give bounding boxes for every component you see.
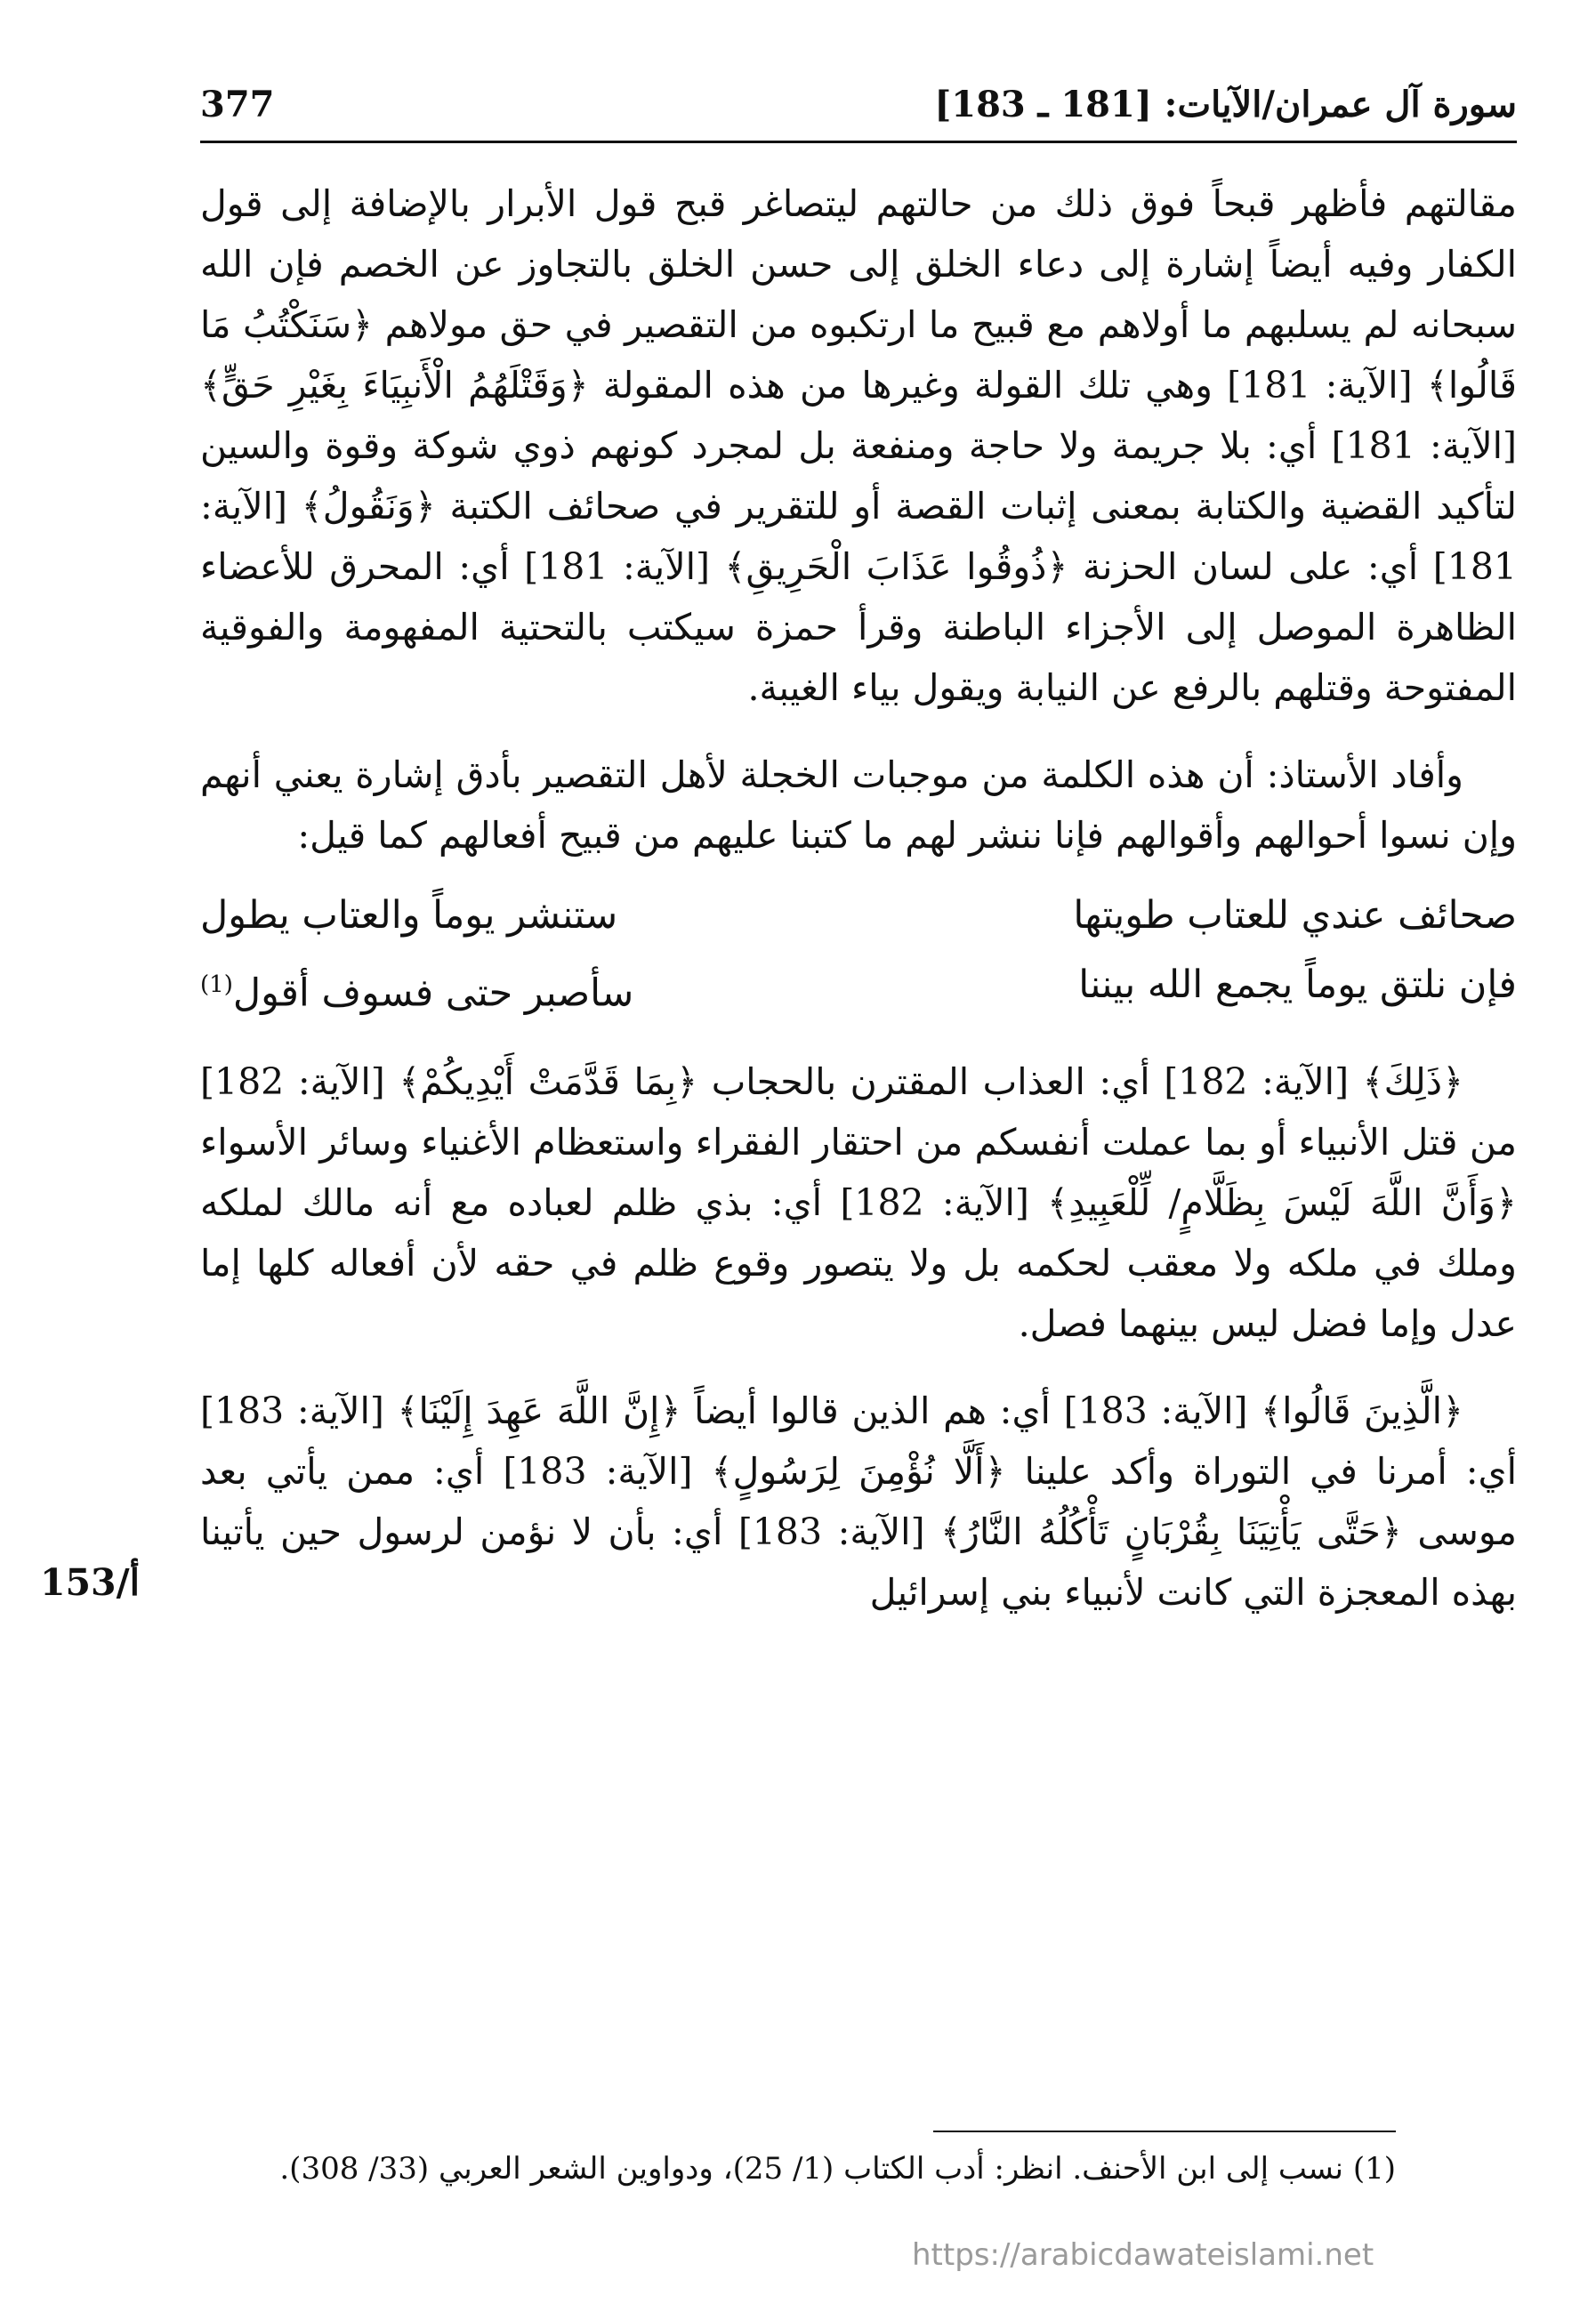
poem-verse xyxy=(200,883,1517,947)
footnote: (1) نسب إلى ابن الأحنف. انظر: أدب الكتاب (1/ 25)، ودواوين الشعر العربي (33/ 308). xyxy=(279,2151,1396,2187)
page-number: 377 xyxy=(200,84,275,125)
manuscript-folio-marker: 153/أ xyxy=(40,1561,140,1604)
verse-second-hemistich-text: سأصبر حتى فسوف أقول xyxy=(232,971,634,1016)
paragraph-commentary-181: مقالتهم فأظهر قبحاً فوق ذلك من حالتهم ليتصاغر قبح قول الأبرار بالإضافة إلى قول الكفار وفيه أيضاً إشارة إلى دعاء الخلق إلى حسن الخلق بالتجاوز عن الخصم فإن الله سبحانه لم يسلبهم ما أولاهم مع قبيح ما ارتكبوه من التقصير في حق مولاهم ﴿سَنَكْتُبُ مَا قَالُوا﴾ [الآية: 181] وهي تلك القولة وغيرها من هذه المقولة ﴿وَقَتْلَهُمُ الْأَنبِيَاءَ بِغَيْرِ حَقٍّ﴾ [الآية: 181] أي: بلا جريمة ولا حاجة ومنفعة بل لمجرد كونهم ذوي شوكة وقوة والسين لتأكيد القضية والكتابة بمعنى إثبات القصة أو للتقرير في صحائف الكتبة ﴿وَنَقُولُ﴾ [الآية: 181] أي: على لسان الحزنة ﴿ذُوقُوا عَذَابَ الْحَرِيقِ﴾ [الآية: 181] أي: المحرق للأعضاء الظاهرة الموصل إلى الأجزاء الباطنة وقرأ حمزة سيكتب بالتحتية المفهومة والفوقية المفتوحة وقتلهم بالرفع عن النيابة ويقول بياء الغيبة. xyxy=(200,182,1517,709)
paragraph-commentary-183: ﴿الَّذِينَ قَالُوا﴾ [الآية: 183] أي: هم الذين قالوا أيضاً ﴿إِنَّ اللَّهَ عَهِدَ إِلَيْنَا﴾ [الآية: 183] أي: أمرنا في التوراة وأكد علينا ﴿أَلَّا نُؤْمِنَ لِرَسُولٍ﴾ [الآية: 183] أي: ممن يأتي بعد موسى ﴿حَتَّى يَأْتِيَنَا بِقُرْبَانٍ تَأْكُلُهُ النَّارُ﴾ [الآية: 183] أي: بأن لا نؤمن لرسول حين يأتينا بهذه المعجزة التي كانت لأنبياء بني إسرائيل xyxy=(200,1390,1517,1615)
page-header xyxy=(200,78,1517,143)
body-text xyxy=(200,173,1517,1623)
watermark-url: https://arabicdawateislami.net xyxy=(912,2237,1374,2273)
verse-second-hemistich xyxy=(200,953,806,1025)
paragraph-teacher-remark: وأفاد الأستاذ: أن هذه الكلمة من موجبات الخجلة لأهل التقصير بأدق إشارة يعني أنهم وإن نسوا أحوالهم وأقوالهم فإنا ننشر لهم ما كتبنا عليهم من قبيح أفعالهم كما قيل: xyxy=(200,753,1517,857)
running-title: سورة آل عمران/الآيات: [181 ـ 183] xyxy=(934,84,1517,125)
verse-first-hemistich: صحائف عندي للعتاب طويتها xyxy=(1073,893,1517,938)
paragraph-commentary-182: ﴿ذَلِكَ﴾ [الآية: 182] أي: العذاب المقترن بالحجاب ﴿بِمَا قَدَّمَتْ أَيْدِيكُمْ﴾ [الآية: 182] من قتل الأنبياء أو بما عملت أنفسكم من احتقار الفقراء واستعظام الأغنياء وسائر الأسواء ﴿وَأَنَّ اللَّهَ لَيْسَ بِظَلَّامٍ/ لِّلْعَبِيدِ﴾ [الآية: 182] أي: بذي ظلم لعباده مع أنه مالك لملكه وملك في ملكه ولا معقب لحكمه بل ولا يتصور وقوع ظلم في حقه لأن أفعاله كلها إما عدل وإما فضل ليس بينهما فصل. xyxy=(200,1060,1517,1346)
verse-first-hemistich: فإن نلتق يوماً يجمع الله بيننا xyxy=(1078,963,1517,1007)
poem-verse xyxy=(200,953,1517,1025)
footnote-marker: (1) xyxy=(200,971,233,998)
footnote-divider xyxy=(933,2131,1396,2132)
verse-second-hemistich: ستنشر يوماً والعتاب يطول xyxy=(200,893,618,938)
